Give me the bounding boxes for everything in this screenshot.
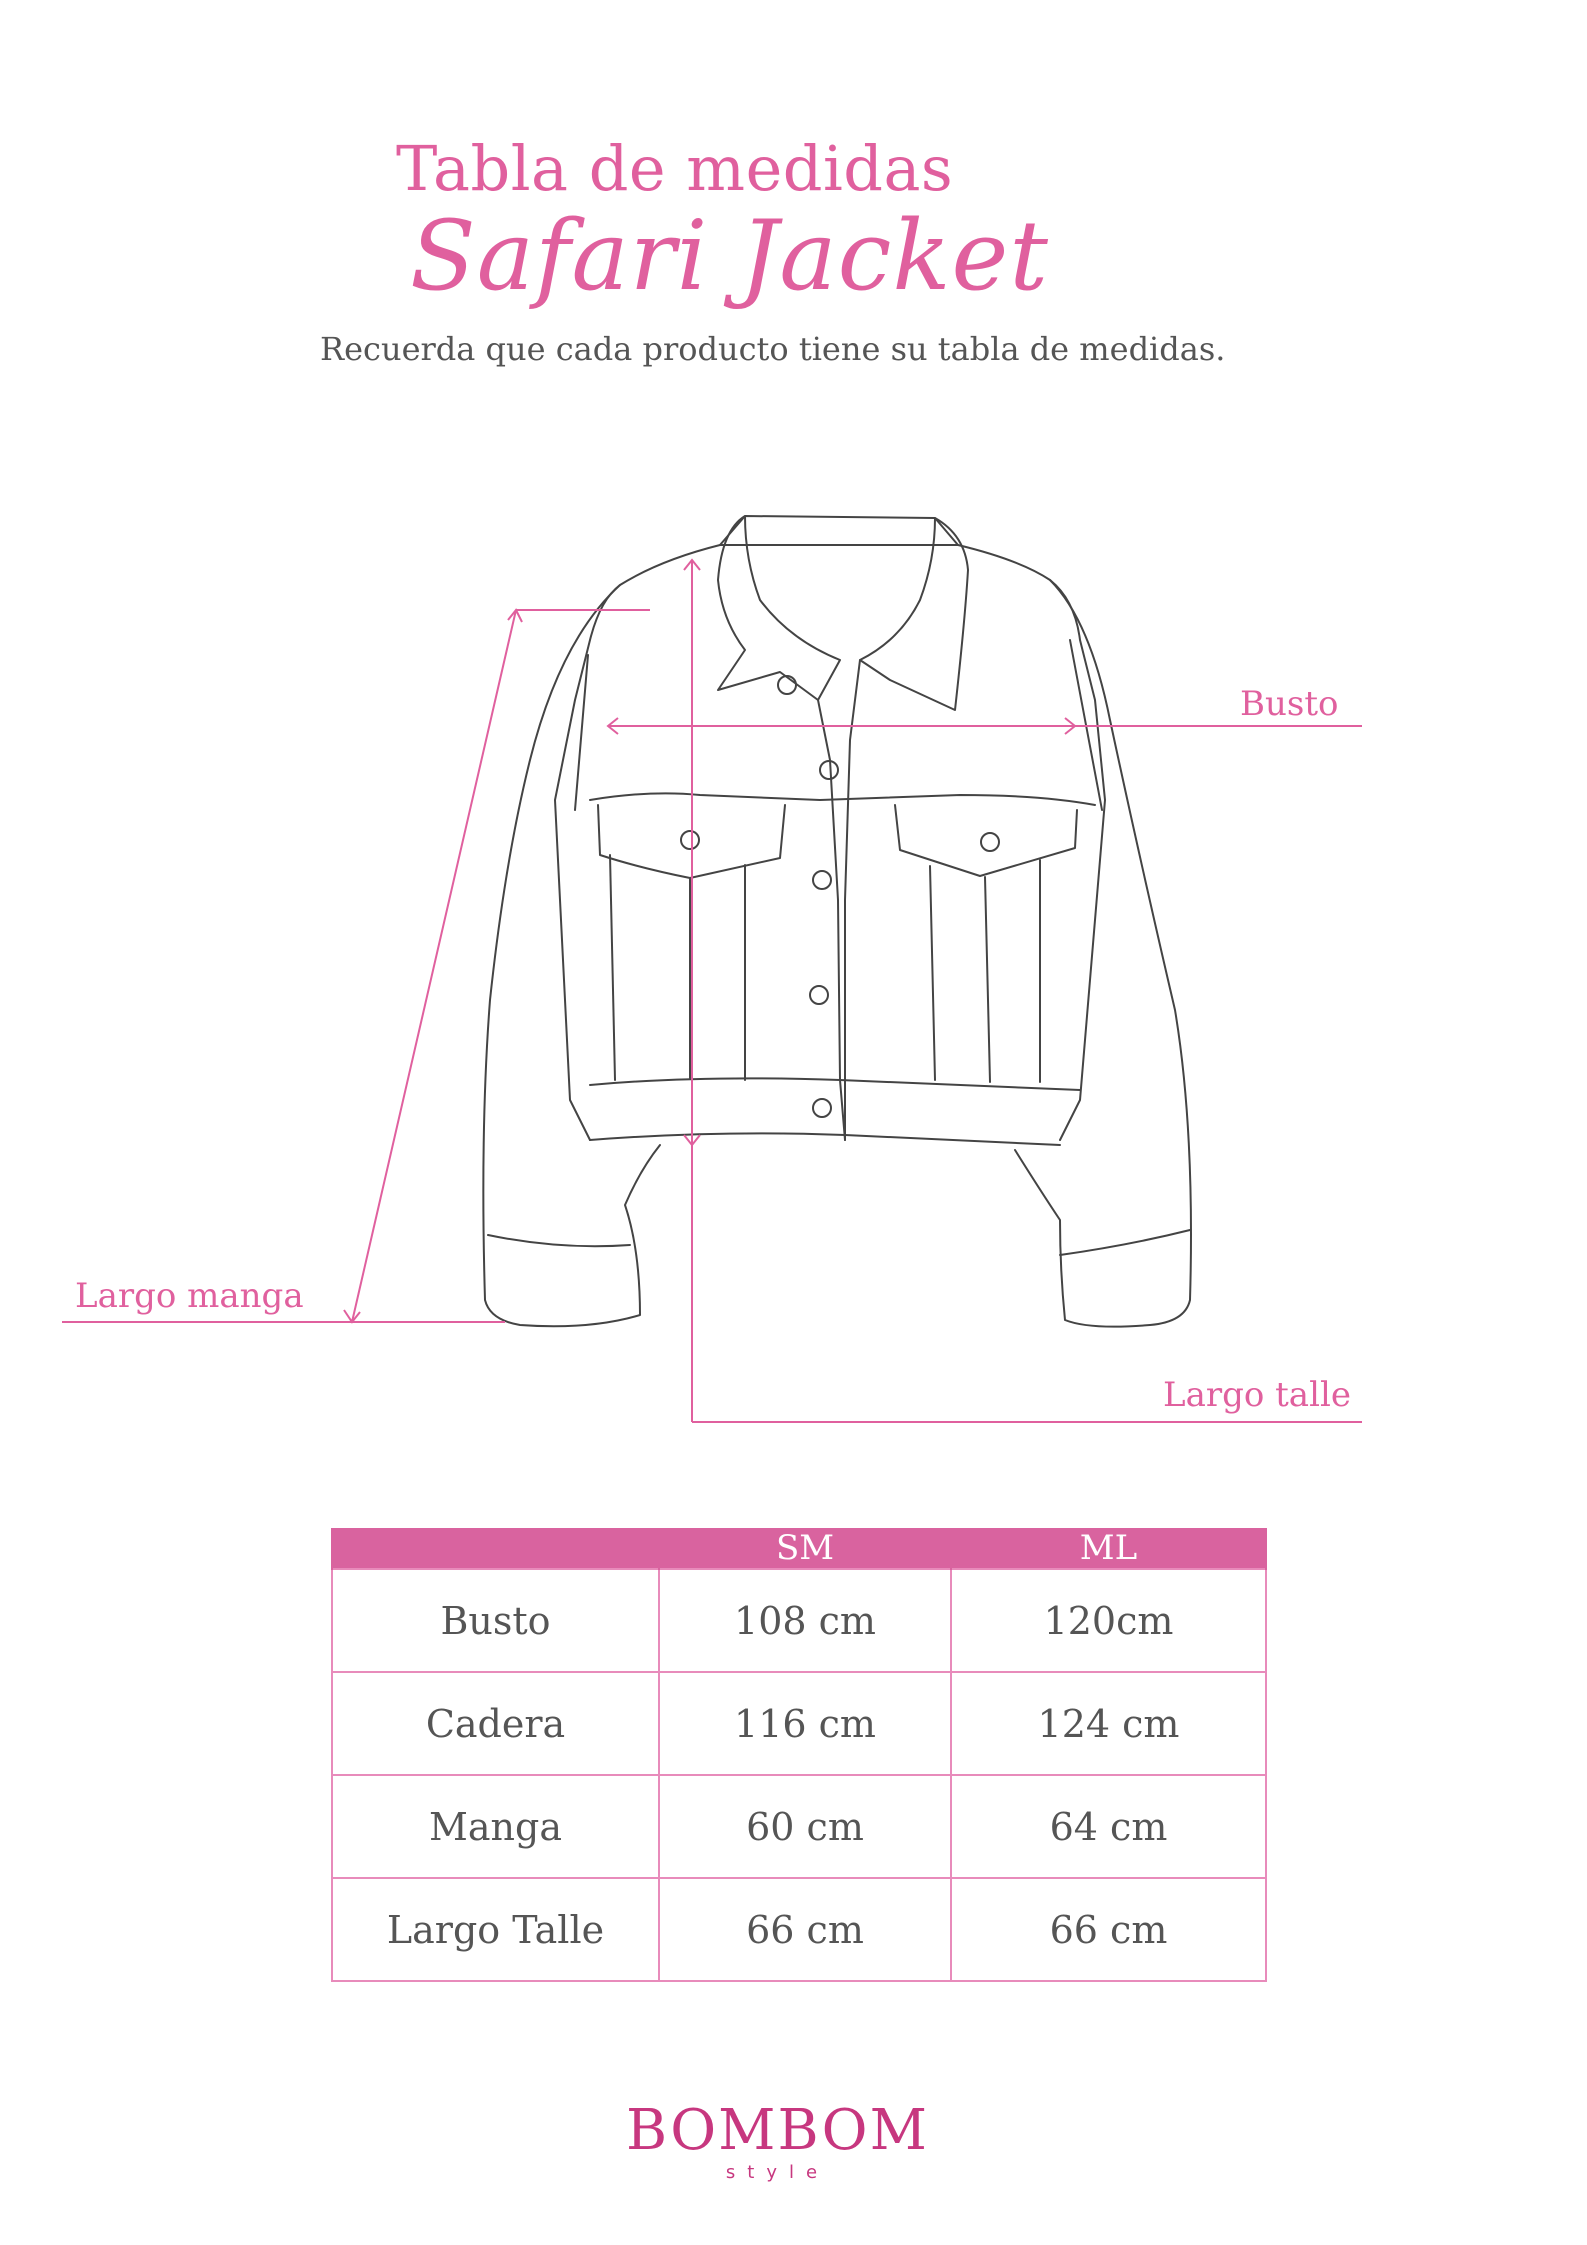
cell-ml: 124 cm [951, 1672, 1266, 1775]
cell-sm: 66 cm [659, 1878, 951, 1981]
cell-sm: 116 cm [659, 1672, 951, 1775]
column-header [332, 1528, 659, 1569]
column-header-sm: SM [659, 1528, 951, 1569]
largo-manga-line [352, 610, 516, 1322]
cell-ml: 64 cm [951, 1775, 1266, 1878]
busto-label: Busto [1240, 684, 1339, 724]
largo-talle-label: Largo talle [1163, 1375, 1351, 1415]
table-row [332, 1672, 1266, 1775]
page-title: Tabla de medidas [396, 132, 954, 205]
product-name: Safari Jacket [410, 200, 1049, 312]
table-row [332, 1878, 1266, 1981]
table-row [332, 1775, 1266, 1878]
row-label: Busto [332, 1569, 659, 1672]
cell-sm: 108 cm [659, 1569, 951, 1672]
cell-ml: 66 cm [951, 1878, 1266, 1981]
brand-logo: BOMBOM [626, 2098, 929, 2163]
jacket-outline [483, 516, 1191, 1327]
row-label: Manga [332, 1775, 659, 1878]
column-header-ml: ML [951, 1528, 1266, 1569]
table-header-row [332, 1528, 1266, 1569]
cell-sm: 60 cm [659, 1775, 951, 1878]
row-label: Cadera [332, 1672, 659, 1775]
size-note: Recuerda que cada producto tiene su tabla de medidas. [320, 330, 1226, 368]
row-label: Largo Talle [332, 1878, 659, 1981]
brand-tagline: style [725, 2162, 830, 2183]
cell-ml: 120cm [951, 1569, 1266, 1672]
table-row [332, 1569, 1266, 1672]
largo-manga-label: Largo manga [75, 1276, 304, 1316]
size-table [331, 1528, 1267, 1982]
